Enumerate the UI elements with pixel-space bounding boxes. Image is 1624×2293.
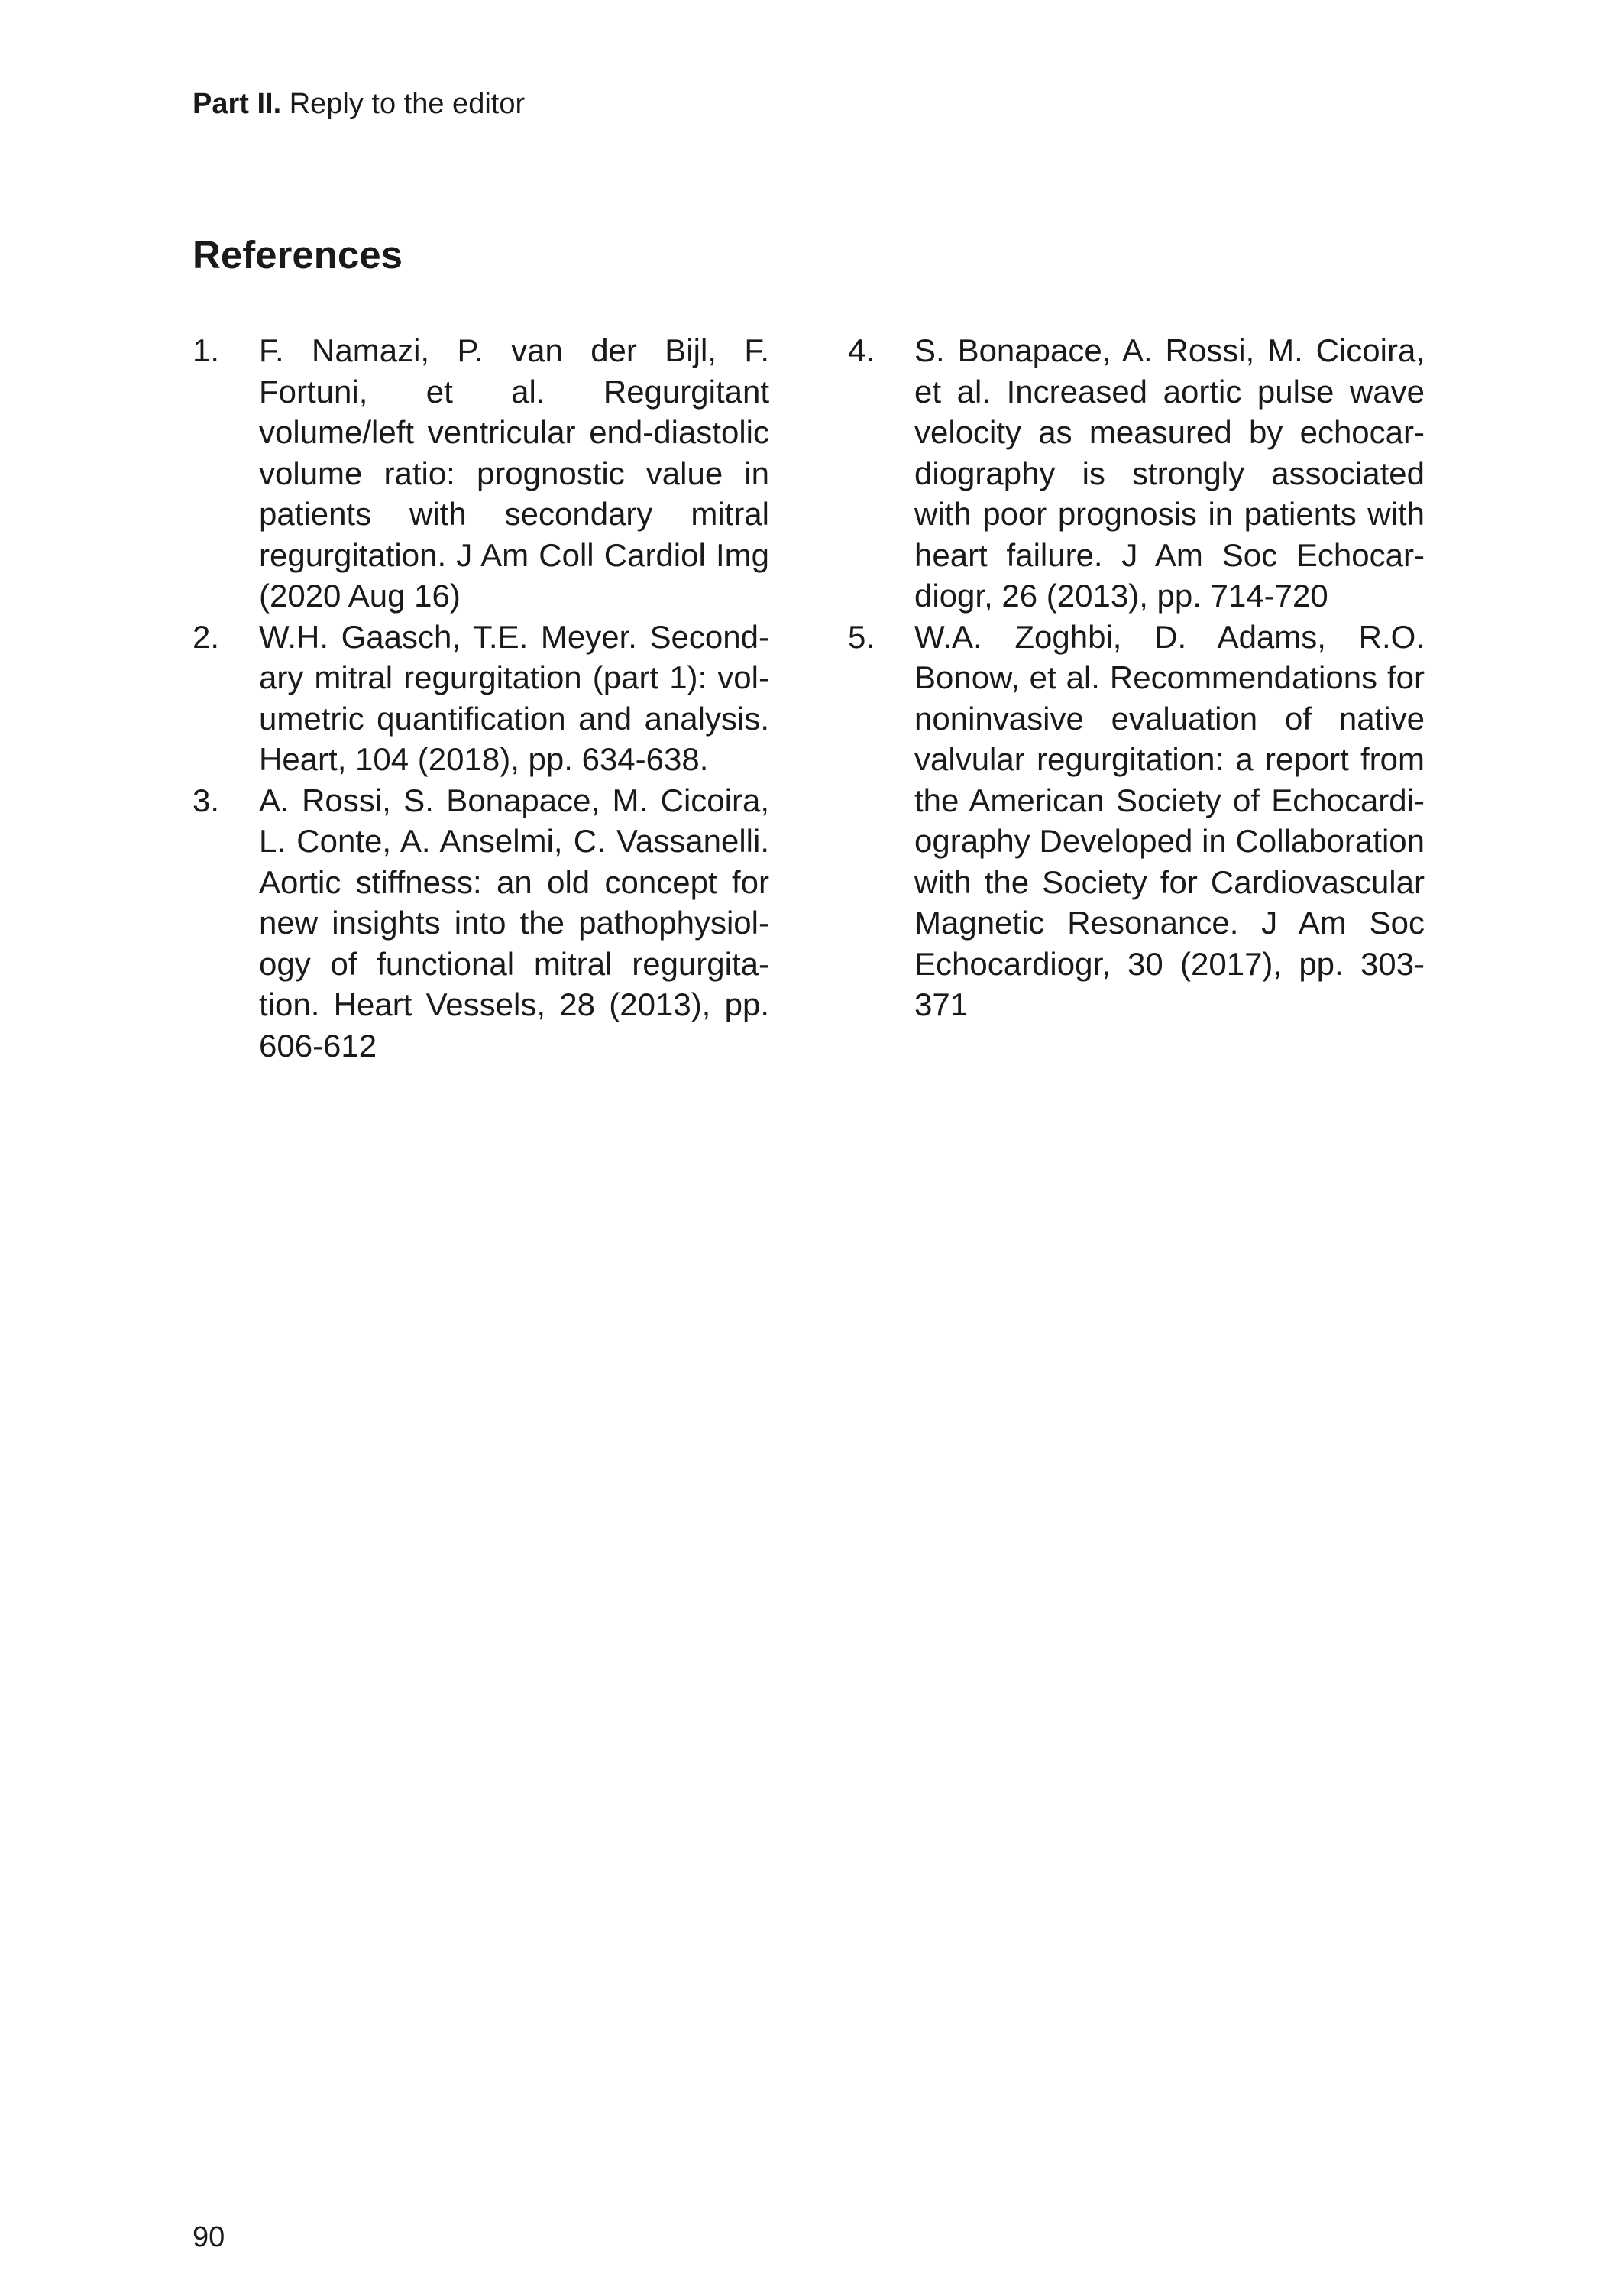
reference-item: [192, 617, 769, 780]
reference-text: S. Bonapace, A. Rossi, M. Cicoira, et al. Increased aortic pulse wave velocity as measured by echocardiography is strongly associated with poor prognosis in patients with heart failure. J Am Soc Echocardiogr, 26 (2013), pp. 714-720: [914, 332, 1425, 614]
reference-item: [848, 617, 1425, 1025]
reference-number: 4.: [848, 332, 875, 368]
page-number: 90: [192, 2221, 225, 2253]
reference-text: A. Rossi, S. Bonapace, M. Cicoira, L. Conte, A. Anselmi, C. Vassanelli. Aortic stiffness: an old concept for new insights into the pathophysiology of functional mitral regurgitation. Heart Vessels, 28 (2013), pp. 606-612: [259, 782, 769, 1064]
reference-list-left-column: [192, 330, 769, 1066]
section-title: References: [192, 233, 403, 277]
reference-number: 1.: [192, 332, 220, 368]
reference-number: 3.: [192, 782, 220, 818]
running-head-part: Part II.: [192, 88, 282, 120]
reference-item: [192, 780, 769, 1067]
reference-text: W.H. Gaasch, T.E. Meyer. Secondary mitral regurgitation (part 1): volumetric quantification and analysis. Heart, 104 (2018), pp. 634-638.: [259, 618, 769, 777]
reference-number: 5.: [848, 618, 875, 655]
running-head-title: Reply to the editor: [289, 88, 526, 120]
reference-number: 2.: [192, 618, 220, 655]
reference-list-right-column: [848, 330, 1425, 1025]
running-head: [192, 86, 525, 122]
reference-text: W.A. Zoghbi, D. Adams, R.O. Bonow, et al. Recommendations for noninvasive evaluation of native valvular regurgitation: a report from the American Society of Echocardiography Developed in Collaboration with the Society for Cardiovascular Magnetic Resonance. J Am Soc Echocardiogr, 30 (2017), pp. 303-371: [914, 618, 1425, 1022]
reference-item: [848, 330, 1425, 617]
reference-item: [192, 330, 769, 617]
reference-text: F. Namazi, P. van der Bijl, F. Fortuni, et al. Regurgitant volume/left ventricular end-diastolic volume ratio: prognostic value in patients with secondary mitral regurgitation. J Am Coll Cardiol Img (2020 Aug 16): [259, 332, 769, 614]
